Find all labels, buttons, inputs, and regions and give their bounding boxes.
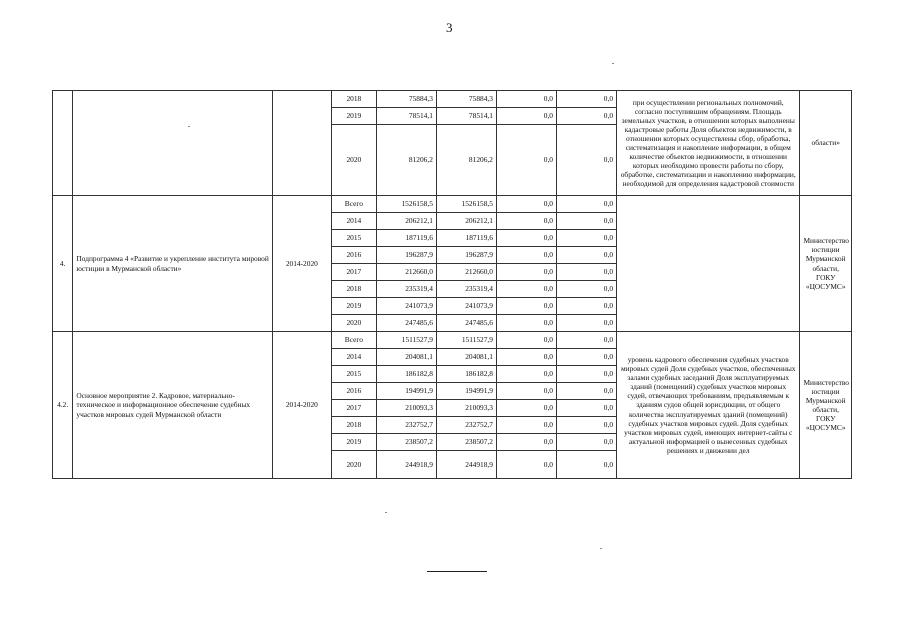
activity-name-cell: Подпрограмма 4 «Развитие и укрепление института мировой юстиции в Мурманской области»	[73, 196, 272, 332]
table-row	[53, 91, 852, 108]
value-cell: 186182,8	[436, 366, 496, 383]
year-cell: 2016	[331, 383, 376, 400]
year-cell: 2015	[331, 230, 376, 247]
year-cell: 2018	[331, 91, 376, 108]
value-cell: 0,0	[496, 196, 556, 213]
value-cell: 187119,6	[436, 230, 496, 247]
scan-speck	[385, 512, 387, 513]
value-cell: 238507,2	[436, 434, 496, 451]
year-cell: Всего	[331, 332, 376, 349]
row-number-cell: 4.	[53, 196, 73, 332]
year-cell: 2019	[331, 298, 376, 315]
value-cell: 196287,9	[436, 247, 496, 264]
value-cell: 0,0	[557, 315, 617, 332]
year-cell: Всего	[331, 196, 376, 213]
value-cell: 0,0	[496, 298, 556, 315]
page-number: 3	[446, 20, 453, 35]
value-cell: 0,0	[557, 298, 617, 315]
value-cell: 212660,0	[436, 264, 496, 281]
year-cell: 2017	[331, 400, 376, 417]
total-cell: 247485,6	[376, 315, 436, 332]
executor-cell: области»	[800, 91, 852, 196]
indicator-cell: уровень кадрового обеспечения судебных участков мировых судей Доля судебных участков, обеспеченных залами судебных заседаний Доля эксплуатируемых зданий (помещений) судебных участков мировых судей, отвечающих требованиям, предъявляемым к зданиям судов общей юрисдикции, от общего количества эксплуатируемых зданий (помещений) судебных участков мировых судей. Доля судебных участков мировых судей, имеющих интернет-сайты с актуальной информацией о вынесенных судебных решениях и движении дел	[617, 332, 800, 479]
value-cell: 0,0	[496, 349, 556, 366]
total-cell: 244918,9	[376, 451, 436, 479]
value-cell: 0,0	[557, 108, 617, 125]
value-cell: 81206,2	[436, 125, 496, 196]
year-cell: 2019	[331, 108, 376, 125]
total-cell: 241073,9	[376, 298, 436, 315]
footer-rule	[427, 571, 487, 572]
total-cell: 1511527,9	[376, 332, 436, 349]
total-cell: 210093,3	[376, 400, 436, 417]
value-cell: 235319,4	[436, 281, 496, 298]
total-cell: 75884,3	[376, 91, 436, 108]
value-cell: 0,0	[557, 383, 617, 400]
table-row	[53, 196, 852, 213]
value-cell: 206212,1	[436, 213, 496, 230]
value-cell: 78514,1	[436, 108, 496, 125]
total-cell: 212660,0	[376, 264, 436, 281]
value-cell: 0,0	[496, 264, 556, 281]
year-cell: 2020	[331, 315, 376, 332]
year-cell: 2018	[331, 417, 376, 434]
year-cell: 2014	[331, 349, 376, 366]
program-table	[52, 90, 852, 479]
value-cell: 0,0	[557, 366, 617, 383]
value-cell: 0,0	[496, 213, 556, 230]
value-cell: 0,0	[496, 108, 556, 125]
total-cell: 238507,2	[376, 434, 436, 451]
value-cell: 232752,7	[436, 417, 496, 434]
value-cell: 204081,1	[436, 349, 496, 366]
value-cell: 210093,3	[436, 400, 496, 417]
scan-speck	[600, 548, 602, 549]
value-cell: 0,0	[496, 315, 556, 332]
total-cell: 1526158,5	[376, 196, 436, 213]
value-cell: 0,0	[557, 91, 617, 108]
value-cell: 244918,9	[436, 451, 496, 479]
year-cell: 2019	[331, 434, 376, 451]
value-cell: 0,0	[496, 125, 556, 196]
value-cell: 0,0	[496, 383, 556, 400]
indicator-cell: при осуществлении региональных полномочий, согласно поступившим обращениям. Площадь земельных участков, в отношении которых выполнены кадастровые работы Доля объектов недвижимости, в отношении которых осуществлены сбор, обработка, систематизация и накопление информации, в общем количестве объектов недвижимости, в отношении которых необходимо провести работы по сбору, обработке, систематизации и накоплению информации, необходимой для определения кадастровой стоимости	[617, 91, 800, 196]
value-cell: 0,0	[557, 417, 617, 434]
year-cell: 2017	[331, 264, 376, 281]
value-cell: 0,0	[557, 264, 617, 281]
table-row	[53, 332, 852, 349]
total-cell: 235319,4	[376, 281, 436, 298]
executor-cell: Министерство юстиции Мурманской области, ГОКУ «ЦОСУМС»	[800, 196, 852, 332]
total-cell: 206212,1	[376, 213, 436, 230]
value-cell: 194991,9	[436, 383, 496, 400]
value-cell: 0,0	[557, 230, 617, 247]
value-cell: 0,0	[557, 332, 617, 349]
value-cell: 0,0	[496, 332, 556, 349]
indicator-cell	[617, 196, 800, 332]
total-cell: 196287,9	[376, 247, 436, 264]
total-cell: 81206,2	[376, 125, 436, 196]
activity-name-cell	[73, 91, 272, 196]
value-cell: 0,0	[496, 417, 556, 434]
activity-name-cell: Основное мероприятие 2. Кадровое, материально-техническое и информационное обеспечение судебных участков мировых судей Мурманской области	[73, 332, 272, 479]
year-cell: 2014	[331, 213, 376, 230]
value-cell: 0,0	[557, 434, 617, 451]
value-cell: 0,0	[496, 91, 556, 108]
total-cell: 204081,1	[376, 349, 436, 366]
value-cell: 0,0	[496, 400, 556, 417]
year-cell: 2016	[331, 247, 376, 264]
value-cell: 241073,9	[436, 298, 496, 315]
value-cell: 0,0	[496, 434, 556, 451]
value-cell: 0,0	[496, 366, 556, 383]
scan-speck	[612, 63, 614, 64]
scan-speck	[188, 126, 190, 127]
value-cell: 0,0	[557, 451, 617, 479]
total-cell: 232752,7	[376, 417, 436, 434]
value-cell: 0,0	[557, 281, 617, 298]
year-cell: 2015	[331, 366, 376, 383]
value-cell: 0,0	[496, 281, 556, 298]
value-cell: 0,0	[496, 230, 556, 247]
total-cell: 187119,6	[376, 230, 436, 247]
value-cell: 1511527,9	[436, 332, 496, 349]
row-number-cell	[53, 91, 73, 196]
period-cell: 2014-2020	[272, 332, 331, 479]
total-cell: 78514,1	[376, 108, 436, 125]
value-cell: 0,0	[557, 125, 617, 196]
period-cell	[272, 91, 331, 196]
value-cell: 0,0	[557, 213, 617, 230]
period-cell: 2014-2020	[272, 196, 331, 332]
value-cell: 0,0	[557, 196, 617, 213]
value-cell: 75884,3	[436, 91, 496, 108]
year-cell: 2020	[331, 125, 376, 196]
year-cell: 2018	[331, 281, 376, 298]
value-cell: 0,0	[496, 247, 556, 264]
value-cell: 0,0	[557, 247, 617, 264]
executor-cell: Министерство юстиции Мурманской области, ГОКУ «ЦОСУМС»	[800, 332, 852, 479]
total-cell: 186182,8	[376, 366, 436, 383]
value-cell: 247485,6	[436, 315, 496, 332]
year-cell: 2020	[331, 451, 376, 479]
value-cell: 0,0	[557, 400, 617, 417]
value-cell: 0,0	[496, 451, 556, 479]
row-number-cell: 4.2.	[53, 332, 73, 479]
value-cell: 0,0	[557, 349, 617, 366]
value-cell: 1526158,5	[436, 196, 496, 213]
total-cell: 194991,9	[376, 383, 436, 400]
